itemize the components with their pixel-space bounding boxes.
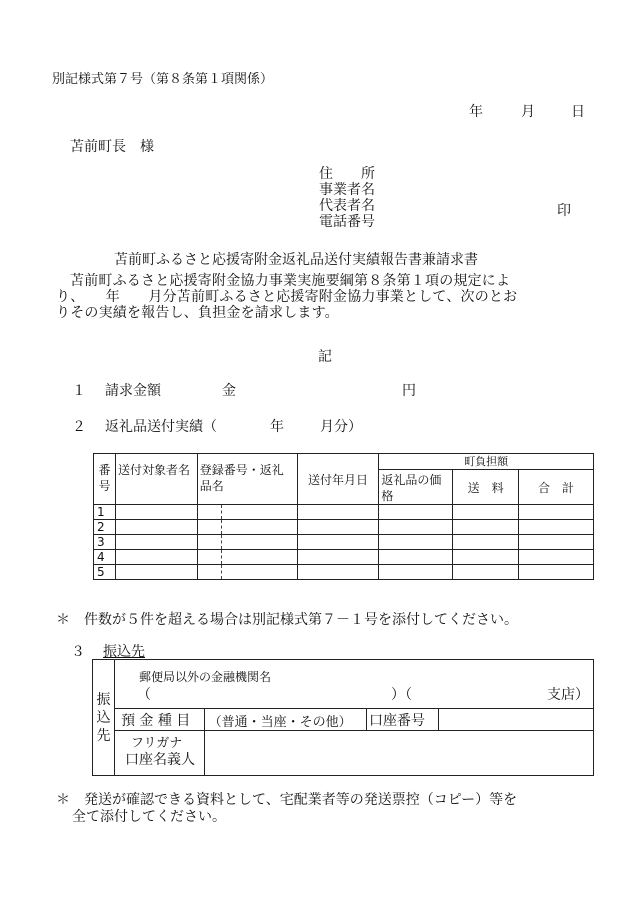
item2-year: 年 [270, 419, 284, 435]
ki-heading: 記 [318, 349, 332, 365]
reg-cell[interactable] [197, 505, 297, 520]
bank-table [92, 659, 594, 776]
item1-prefix: 金 [222, 383, 236, 399]
shipping-cell[interactable] [453, 550, 519, 565]
item3-label: 振込先 [103, 644, 145, 660]
holder-label-cell [114, 731, 204, 776]
furigana-label: フリガナ [130, 736, 183, 751]
document-title: 苫前町ふるさと応援寄附金返礼品送付実績報告書兼請求書 [114, 252, 478, 268]
body-line-3: りその実績を報告し、負担金を請求します。 [56, 305, 339, 321]
reg-cell[interactable] [197, 550, 297, 565]
row-number: 3 [94, 535, 116, 550]
table-row [94, 550, 594, 565]
target-cell[interactable] [115, 565, 197, 580]
date-cell[interactable] [297, 505, 379, 520]
row-number: 5 [94, 565, 116, 580]
col-total-header: 合 計 [519, 470, 594, 505]
address-label: 住 所 [319, 166, 375, 182]
form-number: 別記様式第７号（第８条第１項関係） [52, 72, 274, 87]
table-row [94, 565, 594, 580]
row-number: 1 [94, 505, 116, 520]
reg-cell[interactable] [197, 535, 297, 550]
shipping-cell[interactable] [453, 535, 519, 550]
body-paragraph [56, 273, 606, 321]
note-over-five: ＊ 件数が５件を超える場合は別記様式第７－１号を添付してください。 [56, 612, 518, 628]
phone-label: 電話番号 [319, 214, 375, 230]
account-number-field[interactable] [438, 709, 593, 731]
target-cell[interactable] [115, 520, 197, 535]
price-cell[interactable] [379, 565, 453, 580]
date-day-label: 日 [571, 104, 585, 120]
item2-number: ２ [72, 419, 86, 435]
row-number: 2 [94, 520, 116, 535]
bank-paren-mid: ）（ [390, 687, 412, 703]
row-number: 4 [94, 550, 116, 565]
note2-line-2: 全て添付してください。 [72, 809, 226, 825]
item1-suffix: 円 [402, 383, 416, 399]
price-cell[interactable] [379, 520, 453, 535]
col-no-header: 番号 [94, 454, 116, 505]
representative-label: 代表者名 [319, 198, 375, 214]
target-cell[interactable] [115, 550, 197, 565]
note2-line-1: ＊ 発送が確認できる資料として、宅配業者等の発送票控（コピー）等を [56, 792, 518, 808]
col-date-header: 送付年月日 [297, 454, 379, 505]
col-target-header: 送付対象者名 [115, 454, 197, 505]
total-cell[interactable] [519, 505, 594, 520]
bank-paren-open: （ [136, 687, 151, 703]
seal-mark: 印 [557, 203, 571, 219]
total-cell[interactable] [519, 520, 594, 535]
reg-cell[interactable] [197, 520, 297, 535]
col-price-header: 返礼品の価格 [379, 470, 453, 505]
sender-block [319, 166, 375, 230]
bank-caption: 郵便局以外の金融機関名 [138, 670, 271, 684]
note-shipping-proof [56, 792, 517, 826]
shipping-cell[interactable] [453, 505, 519, 520]
account-holder-field[interactable] [204, 731, 593, 776]
target-cell[interactable] [115, 505, 197, 520]
total-cell[interactable] [519, 535, 594, 550]
col-reg-header: 登録番号・返礼品名 [197, 454, 297, 505]
body-line-1: 苫前町ふるさと応援寄附金協力事業実施要綱第８条第１項の規定によ [70, 273, 511, 289]
date-year-label: 年 [469, 104, 483, 120]
account-type-options[interactable]: （普通・当座・その他） [204, 709, 366, 731]
date-cell[interactable] [297, 520, 379, 535]
item1-label: 請求金額 [105, 383, 161, 399]
item2-label: 返礼品送付実績（ [105, 419, 217, 435]
shipping-cell[interactable] [453, 565, 519, 580]
account-number-label: 口座番号 [367, 709, 439, 731]
body-line-2: り、 年 月分苫前町ふるさと応援寄附金協力事業として、次のとお [56, 289, 518, 305]
bank-name-cell[interactable] [114, 660, 593, 709]
item3-number: ３ [71, 644, 85, 660]
shipping-cell[interactable] [453, 520, 519, 535]
date-month-label: 月 [521, 104, 535, 120]
table-row [94, 505, 594, 520]
total-cell[interactable] [519, 550, 594, 565]
price-cell[interactable] [379, 535, 453, 550]
total-cell[interactable] [519, 565, 594, 580]
addressee: 苫前町長 様 [70, 139, 154, 155]
reg-cell[interactable] [197, 565, 297, 580]
table-row [94, 520, 594, 535]
price-cell[interactable] [379, 550, 453, 565]
date-cell[interactable] [297, 550, 379, 565]
transfer-side-label: 振 込 先 [93, 660, 115, 776]
shipment-table [93, 453, 594, 580]
date-cell[interactable] [297, 565, 379, 580]
branch-label: 支店） [546, 687, 589, 703]
col-shipping-header: 送 料 [453, 470, 519, 505]
business-name-label: 事業者名 [319, 182, 375, 198]
date-cell[interactable] [297, 535, 379, 550]
table-row [94, 535, 594, 550]
item1-number: １ [72, 383, 86, 399]
town-burden-header: 町負担額 [379, 454, 594, 470]
target-cell[interactable] [115, 535, 197, 550]
item2-month: 月分） [320, 419, 362, 435]
account-holder-label: 口座名義人 [124, 752, 195, 768]
account-type-label: 預 金 種 目 [114, 709, 204, 731]
price-cell[interactable] [379, 505, 453, 520]
